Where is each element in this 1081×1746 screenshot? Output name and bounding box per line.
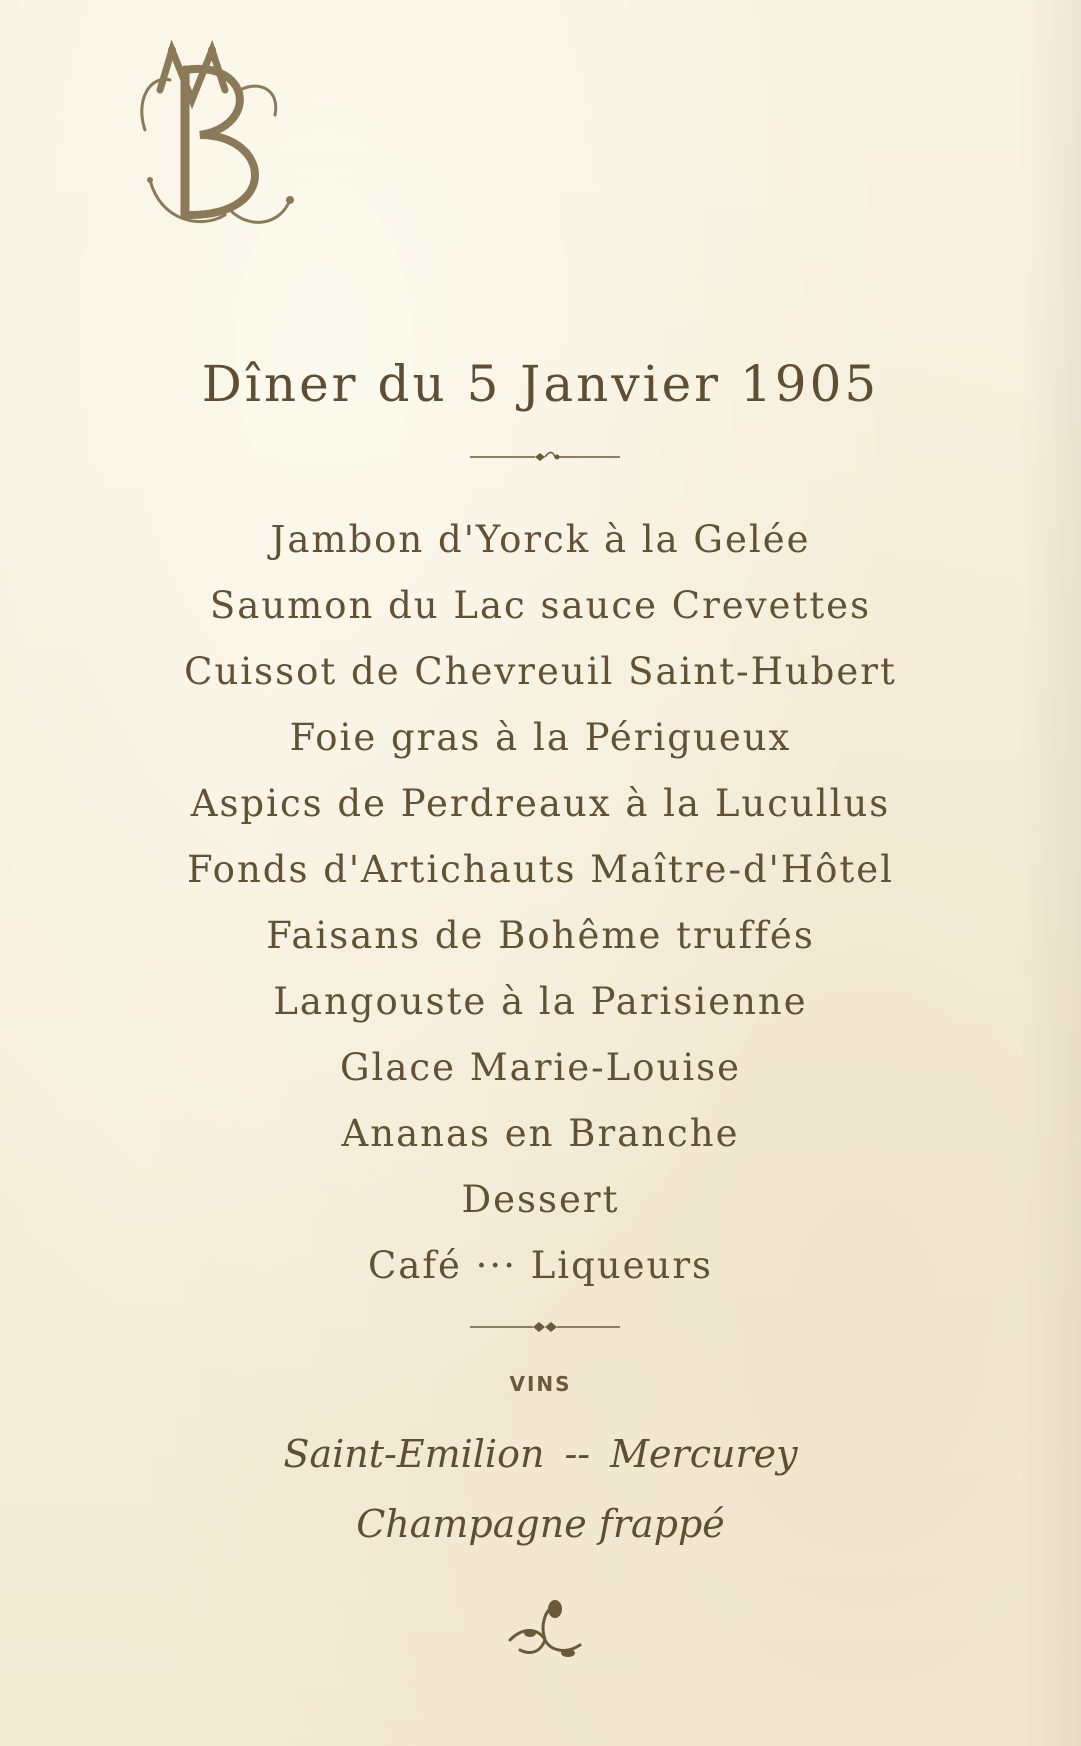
wine-line: Champagne frappé — [356, 1502, 725, 1546]
flourish-icon — [500, 1595, 590, 1665]
menu-title: Dîner du 5 Janvier 1905 — [201, 355, 880, 413]
menu-item: Langouste à la Parisienne — [273, 980, 808, 1023]
menu-item: Saumon du Lac sauce Crevettes — [209, 584, 872, 627]
menu-item: Dessert — [461, 1178, 620, 1221]
menu-list — [0, 507, 1081, 1299]
menu-item: Jambon d'Yorck à la Gelée — [270, 518, 811, 561]
wine-name: Saint-Emilion — [283, 1432, 545, 1476]
wine-separator: -- — [564, 1432, 591, 1476]
menu-item: Café ··· Liqueurs — [367, 1244, 714, 1287]
divider-ornament-icon — [465, 1317, 625, 1337]
wines-heading: VINS — [509, 1372, 572, 1396]
menu-item: Faisans de Bohême truffés — [266, 914, 815, 957]
menu-item: Cuissot de Chevreuil Saint-Hubert — [184, 650, 897, 693]
monogram-icon — [130, 30, 300, 240]
menu-item: Fonds d'Artichauts Maître-d'Hôtel — [187, 848, 894, 891]
menu-item: Glace Marie-Louise — [339, 1046, 742, 1089]
wine-name: Mercurey — [610, 1432, 798, 1476]
menu-item: Foie gras à la Périgueux — [289, 716, 792, 759]
wine-line — [0, 1432, 1081, 1476]
menu-item: Ananas en Branche — [341, 1112, 740, 1155]
menu-item: Aspics de Perdreaux à la Lucullus — [190, 782, 891, 825]
divider-ornament-icon — [465, 447, 625, 467]
